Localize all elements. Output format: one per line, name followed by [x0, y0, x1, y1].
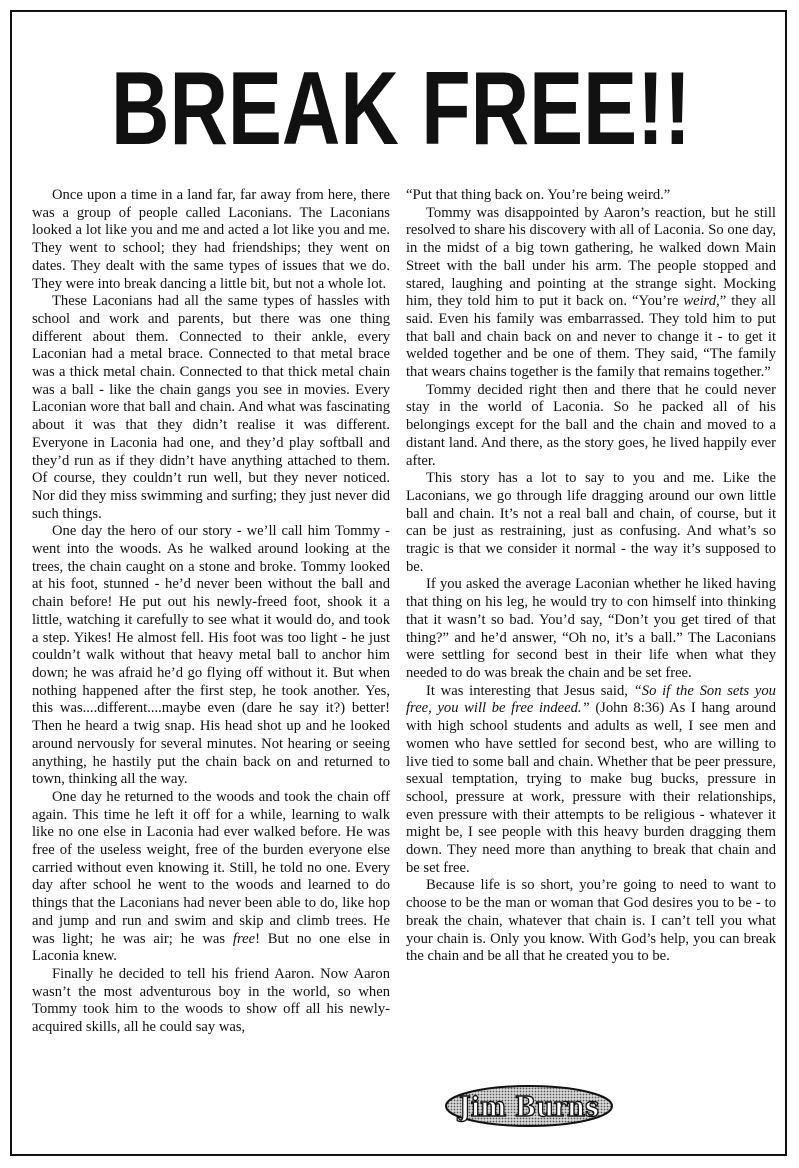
- paragraph-5: Finally he decided to tell his friend Aaron. Now Aaron wasn’t the most adventurous boy in the world, so when Tommy took him to the woods to show off all his newly-acquired skills, all he could say was,: [32, 965, 390, 1036]
- author-name: Jim Burns: [457, 1092, 599, 1123]
- right-column: [406, 187, 776, 966]
- scripture-quote: “So if the Son sets you free, you will be free indeed.”: [406, 682, 776, 717]
- paragraph-6: “Put that thing back on. You’re being weird.”: [406, 187, 671, 203]
- paragraph-3: One day the hero of our story - we’ll call him Tommy - went into the woods. As he walked around looking at the trees, the chain caught on a stone and broke. Tommy looked at his foot, stunned - he’d never been without the ball and chain before! He put out his newly-freed foot, shook it a little, watching it carefully to see what it would do, and took a step. Yikes! He almost fell. His foot was too light - he just couldn’t walk without that heavy metal ball to anchor him down; he was afraid he’d go flying off without it. But when nothing happened after the first step, he took another. Yes, this was....different....maybe even (dare he say it?) better! Then he heard a twig snap. His head shot up and he looked around nervously for several minutes. Not hearing or seeing anything, he hastily put the chain back on and returned to town, thinking all the way.: [32, 523, 390, 788]
- title-banner: [12, 51, 789, 167]
- emphasis-weird: weird: [683, 293, 717, 310]
- article-page: [10, 10, 787, 1156]
- author-byline: [444, 1084, 614, 1133]
- paragraph-2: These Laconians had all the same types of hassles with school and work and parents, but there was one thing different about them. Connected to their ankle, every Laconian had a metal brace. Connected to that metal brace was a thick metal chain. Connected to that thick metal chain was a ball - like the chain gangs you see in movies. Every Laconian wore that ball and chain. And what was fascinating about it was that they didn’t realise it was different. Everyone in Laconia had one, and they’d play softball and they’d run as if they didn’t have anything attached to them. Of course, they couldn’t run well, but they never noticed. Nor did they miss swimming and surfing; they just never did such things.: [32, 293, 390, 522]
- paragraph-8: Tommy decided right then and there that he could never stay in the world of Laconia. So he packed all of his belongings except for the ball and the chain and moved to a distant land. And there, as the story goes, he lived happily ever after.: [406, 381, 776, 469]
- paragraph-12: Because life is so short, you’re going to need to want to choose to be the man or woman that God desires you to be - to break the chain, whatever that chain is. I can’t tell you what your chain is. Only you know. With God’s help, you can break the chain and be all that he created you to be.: [406, 877, 776, 965]
- paragraph-1: Once upon a time in a land far, far away from here, there was a group of people called Laconians. The Laconians looked a lot like you and me and acted a lot like you and me. They went to school; they had friendships; they went on dates. They dealt with the same types of issues that we do. They were into break dancing a little bit, but not a whole lot.: [32, 187, 390, 292]
- emphasis-free: free: [232, 930, 256, 947]
- byline-badge: [444, 1084, 614, 1128]
- paragraph-10: If you asked the average Laconian whether he liked having that thing on his leg, he would try to con himself into thinking that it wasn’t so bad. You’d say, “Don’t you get tired of that thing?” and he’d answer, “Oh no, it’s a ball.” The Laconians were settling for second best in their life when what they needed to do was break the chain and be set free.: [406, 576, 776, 681]
- paragraph-9: This story has a lot to say to you and me. Like the Laconians, we go through life dragging around our own little ball and chain. It’s not a real ball and chain, of course, but it can be just as restraining, just as confusing. And what’s so tragic is that we consider it normal - the way it’s supposed to be.: [406, 470, 776, 575]
- paragraph-4: One day he returned to the woods and took the chain off again. This time he left it off for a while, learning to walk like no one else in Laconia had ever walked before. He was free of the useless weight, free of the burden everyone else carried without even knowing it. Still, he told no one. Every day after school he went to the woods and learned to do things that the Laconians had never been able to do, like hop and jump and run and swim and skip and climb trees. He was light; he was air; he was free! But no one else in Laconia knew.: [32, 788, 390, 965]
- paragraph-7: Tommy was disappointed by Aaron’s reaction, but he still resolved to share his discovery with all of Laconia. So one day, in the midst of a big town gathering, he walked down Main Street with the ball under his arm. The people stopped and stared, laughing and pointing at the strange sight. Mocking him, they told him to put it back on. “You’re weird,” they all said. Even his family was embarrassed. They told him to put that ball and chain back on and never to change it - to get it welded together and be one of them. They said, “The family that wears chains together is the family that remains together.”: [406, 204, 776, 381]
- title-graphic: [101, 51, 701, 167]
- paragraph-11: It was interesting that Jesus said, “So if the Son sets you free, you will be free indeed.” (John 8:36) As I hang around with high school students and adults as well, I see men and women who have settled for second best, who are willing to live tied to some ball and chain. Whether that be peer pressure, sexual temptation, trying to make bug bucks, pressure in school, pressure at work, pressure with their relationships, even pressure with their attempts to be religious - whatever it might be, I see people with this heavy burden dragging them down. They need more than anything to break that chain and be set free.: [406, 682, 777, 876]
- left-column: [32, 187, 390, 1037]
- page-title: BREAK FREE!!: [110, 51, 691, 167]
